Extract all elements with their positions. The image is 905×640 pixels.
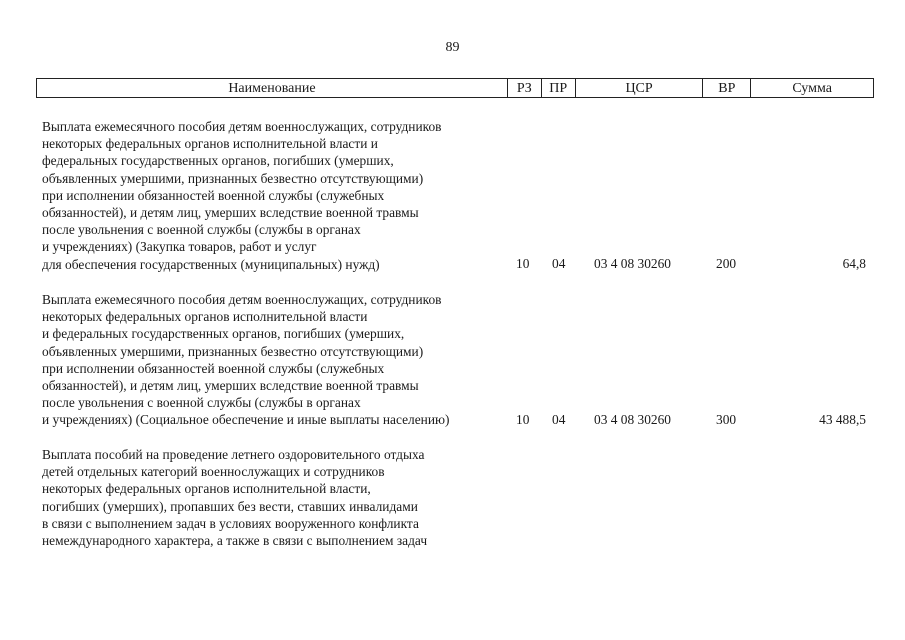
header-pr: ПР [542,79,576,97]
header-vr: ВР [703,79,751,97]
row-description-line: и учреждениях) (Закупка товаров, работ и услуг [42,239,317,255]
header-csr: ЦСР [576,79,704,97]
row-description-line: обязанностей), и детям лиц, умерших вследствие военной травмы [42,204,419,220]
row-rz-value: 10 [516,256,530,272]
row-csr-value: 03 4 08 30260 [594,412,671,428]
row-pr-value: 04 [552,256,566,272]
table-row [42,118,874,273]
row-description-line: детей отдельных категорий военнослужащих и сотрудников [42,464,385,480]
table-row [42,291,874,429]
row-pr-value: 04 [552,412,566,428]
row-vr-value: 300 [716,412,737,428]
row-description-line: объявленных умершими, признанных безвестно отсутствующими) [42,343,424,359]
header-name: Наименование [37,79,508,97]
header-sum: Сумма [792,81,832,96]
row-description-line: погибших (умерших), пропавших без вести, ставших инвалидами [42,498,418,514]
row-description-line: и учреждениях) (Социальное обеспечение и иные выплаты населению) [42,412,450,428]
row-rz-value: 10 [516,412,530,428]
row-description-line: для обеспечения государственных (муниципальных) нужд) [42,256,380,272]
row-description-line: объявленных умершими, признанных безвестно отсутствующими) [42,170,424,186]
row-description-line: обязанностей), и детям лиц, умерших вследствие военной травмы [42,377,419,393]
row-description-line: Выплата ежемесячного пособия детям военнослужащих, сотрудников [42,292,442,307]
row-description-line: при исполнении обязанностей военной службы (служебных [42,187,385,203]
row-description-line: после увольнения с военной службы (службы в органах [42,222,361,238]
header-rz: РЗ [508,79,542,97]
row-description-line: при исполнении обязанностей военной службы (служебных [42,360,385,376]
page-number: 89 [445,40,460,55]
row-vr-value: 200 [716,256,737,272]
row-sum-value: 43 488,5 [819,412,866,428]
row-description-line: немеждународного характера, а также в связи с выполнением задач [42,532,428,548]
row-description-line: после увольнения с военной службы (службы в органах [42,395,361,411]
row-description-line: некоторых федеральных органов исполнительной власти [42,309,368,325]
row-description-line: некоторых федеральных органов исполнительной власти, [42,481,371,497]
table-row [42,446,874,549]
row-description-line: и федеральных государственных органов, погибших (умерших, [42,326,405,342]
row-description-line: некоторых федеральных органов исполнительной власти и [42,136,378,152]
row-description-line: федеральных государственных органов, погибших (умерших, [42,153,394,169]
table-header [36,78,874,98]
row-sum-value: 64,8 [842,256,866,272]
row-description-line: Выплата пособий на проведение летнего оздоровительного отдыха [42,447,425,462]
row-csr-value: 03 4 08 30260 [594,256,671,272]
row-description-line: Выплата ежемесячного пособия детям военнослужащих, сотрудников [42,119,442,134]
row-description-line: в связи с выполнением задач в условиях вооруженного конфликта [42,515,419,531]
